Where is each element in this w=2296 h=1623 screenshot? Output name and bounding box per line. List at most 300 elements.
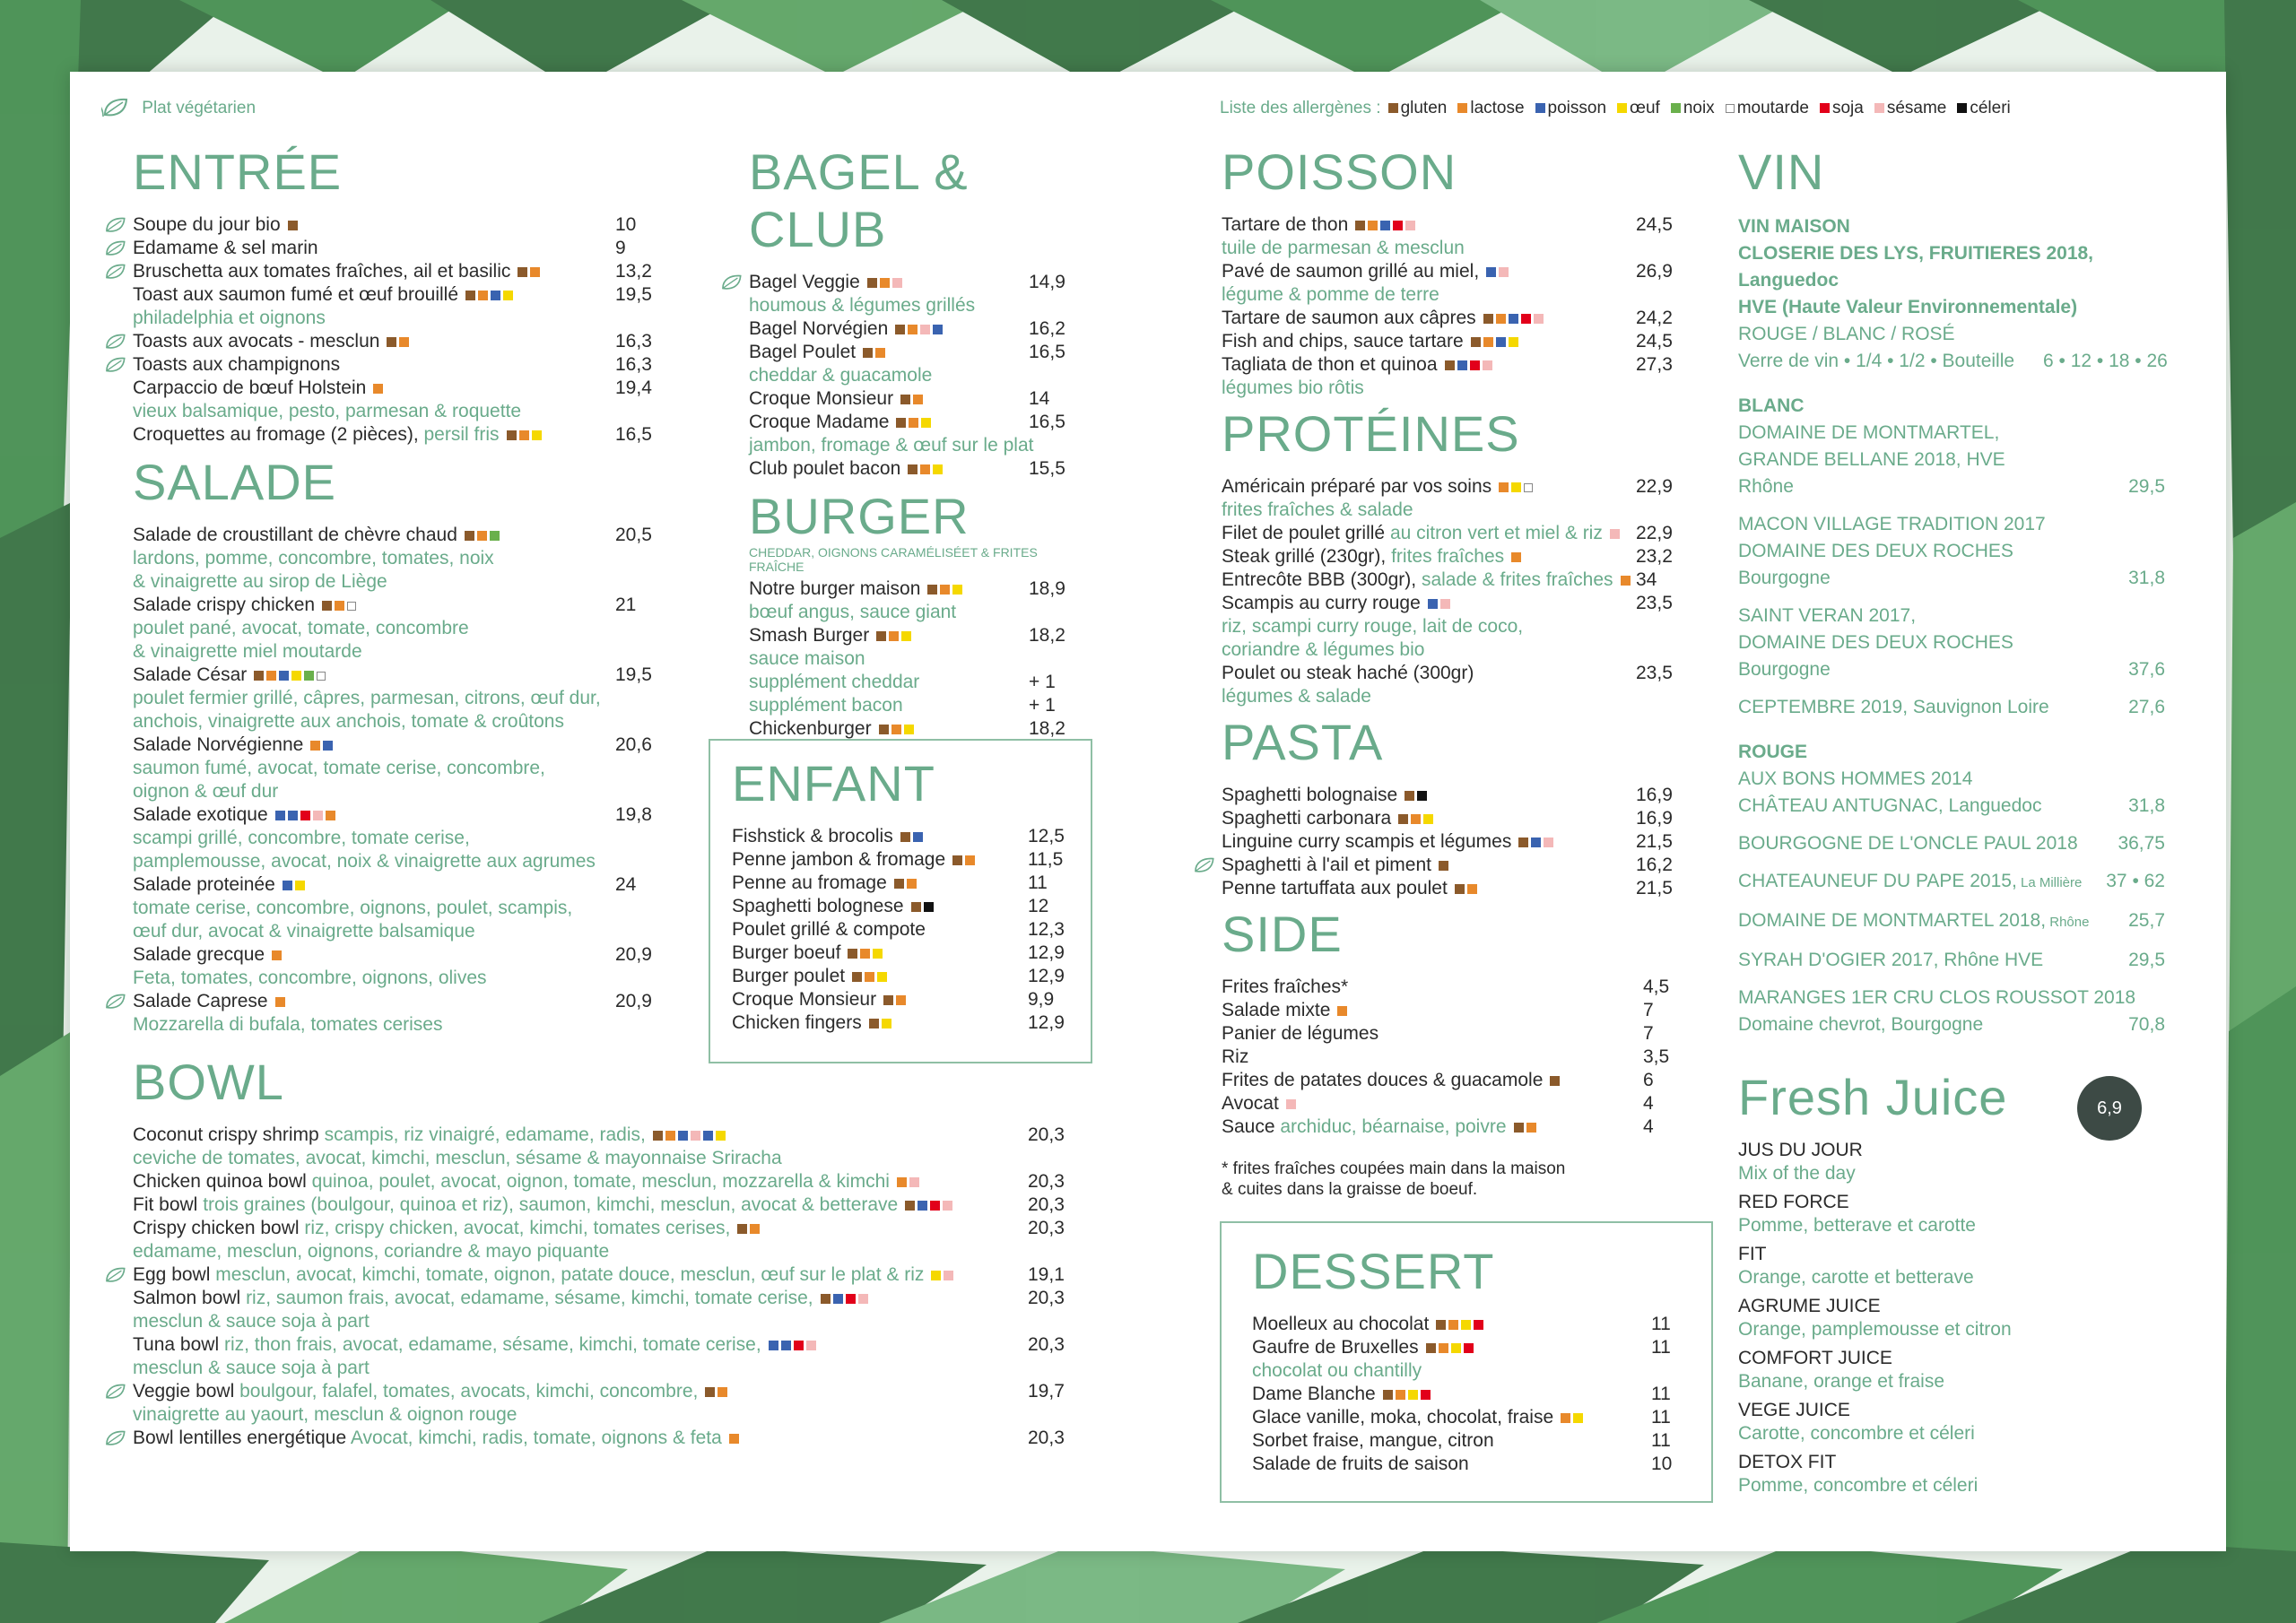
menu-item-inline-desc: salade & frites fraîches: [1416, 569, 1613, 590]
leaf-icon: [102, 355, 127, 375]
wine-price: 31,8: [2128, 568, 2165, 588]
allergen-tags: [897, 1171, 922, 1192]
allergen-lactose-icon: [875, 348, 885, 358]
allergen-tags: [1337, 1000, 1350, 1020]
wine-heading: BLANC: [1738, 395, 1805, 416]
section-title: SIDE: [1222, 906, 1343, 962]
allergen-tags: [927, 578, 965, 599]
allergen-xuf-icon: [877, 972, 887, 982]
allergen-tags: [869, 1012, 894, 1033]
menu-item: [133, 733, 653, 757]
section-spacer: [1222, 201, 1674, 213]
allergen-legend-title: Liste des allergènes :: [1220, 99, 1381, 117]
allergen-gluten-icon: [1436, 1320, 1446, 1330]
allergen-xuf-icon: [921, 418, 931, 428]
menu-item-name: Sorbet fraise, mangue, citron: [1252, 1430, 1494, 1451]
menu-item-description: coriandre & légumes bio: [1222, 639, 1425, 660]
juice-description: Orange, pamplemousse et citron: [1738, 1319, 2012, 1340]
juice-description: Pomme, betterave et carotte: [1738, 1215, 1976, 1236]
menu-item-name: Pavé de saumon grillé au miel,: [1222, 261, 1480, 282]
allergen-gluten-icon: [288, 221, 298, 230]
juice-description: Pomme, concombre et céleri: [1738, 1475, 1979, 1496]
allergen-xuf-icon: [503, 291, 513, 300]
allergen-gluten-icon: [900, 395, 910, 404]
section-spacer: [732, 812, 1065, 825]
allergen-gluten-icon: [900, 832, 910, 842]
menu-item-price: 20,6: [615, 734, 652, 755]
menu-item-price: 3,5: [1643, 1046, 1670, 1067]
menu-item-price: 16,2: [1029, 318, 1065, 339]
allergen-lactose-icon: [865, 972, 874, 982]
menu-item-price: 18,2: [1029, 625, 1065, 646]
menu-item: [1222, 854, 1674, 877]
allergen-tags: [1514, 1116, 1539, 1137]
section-spacer: [1222, 963, 1674, 976]
menu-item: [749, 341, 1072, 364]
menu-item-price: 16,9: [1636, 785, 1673, 805]
menu-item-description: jambon, fromage & œuf sur le plat: [749, 435, 1034, 456]
menu-item: [133, 283, 653, 307]
menu-item-price: 20,3: [1028, 1288, 1065, 1308]
allergen-tags: [1445, 354, 1495, 375]
allergen-tags: [322, 595, 359, 615]
allergen-lactose-icon: [1411, 814, 1421, 824]
wine-sizes: Verre de vin • 1/4 • 1/2 • Bouteille 6 • 12 • 18 • 26: [1738, 348, 2165, 375]
allergen-sxsame-icon: [920, 325, 930, 334]
menu-item: [1222, 545, 1674, 568]
allergen-legend-item: lactose: [1457, 99, 1524, 117]
allergen-poisson-icon: [703, 1131, 713, 1141]
allergen-xuf-icon: [933, 464, 943, 474]
menu-item-name: Tartare de saumon aux câpres: [1222, 308, 1476, 328]
allergen-lactose-icon: [860, 949, 870, 959]
menu-item-inline-desc: mesclun, avocat, kimchi, tomate, oignon, patate douce, mesclun, œuf sur le plat & riz: [210, 1264, 925, 1285]
menu-item-name: Steak grillé (230gr),: [1222, 546, 1387, 567]
menu-item-price: 11: [1651, 1337, 1671, 1358]
allergen-xuf-icon: [904, 725, 914, 734]
menu-item-price: 20,3: [1028, 1334, 1065, 1355]
allergen-sxsame-icon: [858, 1294, 868, 1304]
menu-item-price: 9: [615, 238, 626, 258]
menu-item: [1222, 807, 1674, 830]
menu-item: [133, 873, 653, 897]
section-title: BURGER: [749, 488, 970, 544]
allergen-soja-icon: [846, 1294, 856, 1304]
juice-name: AGRUME JUICE: [1738, 1296, 1881, 1316]
allergen-tags: [896, 412, 934, 432]
menu-item-name: Salade grecque: [133, 944, 265, 965]
allergen-gluten-icon: [867, 278, 877, 288]
allergen-tags: [1518, 831, 1556, 852]
menu-item-name: Bagel Norvégien: [749, 318, 889, 339]
allergen-gluten-icon: [952, 855, 962, 865]
menu-item-price: 7: [1643, 1000, 1654, 1020]
menu-item-price: 22,9: [1636, 476, 1673, 497]
wine-line: DOMAINE DES DEUX ROCHES: [1738, 632, 2013, 653]
allergen-lactose-icon: [1368, 221, 1378, 230]
section-burger: [749, 488, 1072, 741]
wine-line: CEPTEMBRE 2019, Sauvignon Loire 27,6: [1738, 694, 2165, 721]
section-title: ENTRÉE: [133, 143, 343, 200]
wine-price: 29,5: [2128, 950, 2165, 970]
allergen-poisson-icon: [1531, 838, 1541, 847]
allergen-tags: [653, 1124, 728, 1145]
menu-item-price: 21,5: [1636, 831, 1673, 852]
menu-item: [732, 825, 1065, 848]
menu-item: [1222, 1115, 1674, 1139]
menu-item: [133, 594, 653, 617]
juice-description: Carotte, concombre et céleri: [1738, 1423, 1975, 1444]
menu-item: [732, 965, 1065, 988]
allergen-gluten-icon: [821, 1294, 831, 1304]
section-spacer: [1738, 201, 2165, 213]
menu-item-name: Frites fraîches*: [1222, 976, 1349, 997]
menu-item: [133, 213, 653, 237]
menu-item: [133, 1427, 1065, 1450]
allergen-xuf-icon: [1511, 482, 1521, 492]
allergen-moutarde-icon: [347, 602, 356, 611]
menu-item-price: 19,5: [615, 284, 652, 305]
menu-item: [1222, 568, 1674, 592]
footnote: [1222, 1159, 1674, 1200]
allergen-poisson-icon: [918, 1201, 927, 1211]
section-spacer: [1252, 1300, 1679, 1313]
menu-item-name: Croque Monsieur: [749, 388, 894, 409]
allergen-cxleri-icon: [1957, 103, 1967, 113]
allergen-soja-icon: [1470, 360, 1480, 370]
section-title: ENFANT: [732, 755, 935, 812]
allergen-lactose-icon: [1511, 552, 1521, 562]
menu-item-name: Entrecôte BBB (300gr),: [1222, 569, 1417, 590]
leaf-icon: [102, 1382, 127, 1402]
wine-item: [1738, 603, 2165, 683]
juice-name: DETOX FIT: [1738, 1452, 1837, 1472]
menu-item-price: 20,9: [615, 991, 652, 1011]
menu-item-name: Dame Blanche: [1252, 1384, 1376, 1404]
menu-item: [1222, 662, 1674, 685]
allergen-gluten-icon: [1471, 337, 1481, 347]
allergen-legend-item: noix: [1671, 99, 1715, 117]
menu-item-description: légumes bio rôtis: [1222, 378, 1364, 398]
allergen-tags: [1436, 1314, 1486, 1334]
allergen-tags: [517, 261, 543, 282]
wine-line: SAINT VERAN 2017,: [1738, 605, 1917, 626]
allergen-gluten-icon: [322, 601, 332, 611]
allergen-lactose-icon: [907, 879, 917, 889]
menu-item-name: Bagel Poulet: [749, 342, 857, 362]
allergen-soja-icon: [1474, 1320, 1483, 1330]
section-spacer: [133, 1111, 1065, 1124]
allergen-sxsame-icon: [1286, 1099, 1296, 1109]
menu-item: [749, 577, 1072, 601]
menu-item-name: Burger poulet: [732, 966, 846, 986]
menu-item: [732, 872, 1065, 895]
menu-item: [732, 895, 1065, 918]
menu-item-description: riz, scampi curry rouge, lait de coco,: [1222, 616, 1524, 637]
menu-item-name: Tuna bowl: [133, 1334, 220, 1355]
menu-item-price: 19,7: [1028, 1381, 1065, 1402]
allergen-poisson-icon: [933, 325, 943, 334]
menu-item: [1252, 1383, 1679, 1406]
allergen-xuf-icon: [873, 949, 883, 959]
allergen-tags: [894, 872, 919, 893]
allergen-legend-item: moutarde: [1726, 99, 1809, 117]
menu-item-description: poulet pané, avocat, tomate, concombre: [133, 618, 469, 638]
menu-item-name: Salade Norvégienne: [133, 734, 304, 755]
leaf-icon: [102, 1428, 127, 1448]
allergen-lactose-icon: [275, 997, 285, 1007]
allergen-gluten-icon: [465, 291, 475, 300]
menu-item-name: Penne tartuffata aux poulet: [1222, 878, 1448, 898]
allergen-soja-icon: [794, 1341, 804, 1350]
allergen-sxsame-icon: [1534, 314, 1544, 324]
menu-item-price: 19,5: [615, 664, 652, 685]
allergen-noix-icon: [490, 531, 500, 541]
allergen-moutarde-icon: [317, 672, 326, 681]
leaf-icon: [102, 262, 127, 282]
allergen-tags: [275, 991, 288, 1011]
wine-price: 70,8: [2128, 1014, 2165, 1035]
allergen-tags: [900, 826, 926, 846]
allergen-lactose-icon: [909, 418, 918, 428]
section-salade: [133, 454, 653, 1037]
section-spacer: [133, 511, 653, 524]
menu-item: [749, 271, 1072, 294]
menu-item: [749, 717, 1072, 741]
menu-item-price: 21,5: [1636, 878, 1673, 898]
menu-item-description: œuf dur, avocat & vinaigrette balsamique: [133, 921, 475, 942]
wine-item: [1738, 907, 2165, 936]
menu-item: [133, 260, 653, 283]
section-entree: [133, 143, 653, 447]
allergen-tags: [507, 424, 544, 445]
section-spacer: [133, 201, 653, 213]
wine-line: Rhône 29,5: [1738, 473, 2165, 500]
menu-item-inline-desc: au citron vert et miel & riz: [1385, 523, 1603, 543]
menu-item-price: 14: [1029, 388, 1050, 409]
allergen-lactose-icon: [310, 741, 320, 751]
section-title: VIN: [1738, 143, 1825, 200]
menu-item-price: 18,9: [1029, 578, 1065, 599]
allergen-lactose-icon: [880, 278, 890, 288]
menu-item: [749, 671, 1072, 694]
allergen-tags: [254, 664, 328, 685]
menu-item-price: 10: [615, 214, 637, 235]
allergen-gluten-icon: [1483, 314, 1493, 324]
menu-item-price: 24,5: [1636, 214, 1673, 235]
allergen-sxsame-icon: [1610, 529, 1620, 539]
menu-item: [133, 524, 653, 547]
allergen-poisson-icon: [283, 881, 292, 890]
section-title: BAGEL & CLUB: [749, 143, 969, 257]
leaf-icon: [102, 215, 127, 235]
allergen-poisson-icon: [781, 1341, 791, 1350]
wine-item: [1738, 420, 2165, 500]
menu-item: [1222, 877, 1674, 900]
menu-item-name: Spaghetti carbonara: [1222, 808, 1392, 829]
allergen-xuf-icon: [1509, 337, 1518, 347]
section-dessert: [1252, 1243, 1679, 1476]
menu-item-name: Spaghetti bolognese: [732, 896, 904, 916]
allergen-lactose-icon: [1499, 482, 1509, 492]
allergen-soja-icon: [1820, 103, 1830, 113]
leaf-icon: [718, 273, 744, 292]
allergen-gluten-icon: [517, 267, 527, 277]
menu-item-description: vieux balsamique, pesto, parmesan & roquette: [133, 401, 522, 421]
allergen-xuf-icon: [1461, 1320, 1471, 1330]
allergen-lactose-icon: [1483, 337, 1493, 347]
menu-item-inline-desc: riz, saumon frais, avocat, edamame, sésame, kimchi, tomate cerise,: [240, 1288, 813, 1308]
menu-item: [749, 694, 1072, 717]
menu-item-price: 26,9: [1636, 261, 1673, 282]
menu-item-name: Salade de fruits de saison: [1252, 1454, 1469, 1474]
allergen-noix-icon: [304, 671, 314, 681]
menu-item-name: Bruschetta aux tomates fraîches, ail et basilic: [133, 261, 511, 282]
menu-item-name: Américain préparé par vos soins: [1222, 476, 1492, 497]
menu-item: [133, 237, 653, 260]
menu-item: [133, 1287, 1065, 1310]
wine-price: 27,6: [2128, 697, 2165, 717]
allergen-tags: [275, 804, 338, 825]
wine-item: [1738, 511, 2165, 592]
menu-item-name: Toasts aux avocats - mesclun: [133, 331, 380, 352]
allergen-lactose-icon: [477, 531, 487, 541]
menu-item-name: Croquettes au fromage (2 pièces),: [133, 424, 419, 445]
menu-item: [1252, 1313, 1679, 1336]
menu-item: [133, 943, 653, 967]
allergen-gluten-icon: [1388, 103, 1398, 113]
allergen-tags: [1405, 785, 1430, 805]
allergen-xuf-icon: [1408, 1390, 1418, 1400]
menu-item-inline-desc: archiduc, béarnaise, poivre: [1274, 1116, 1507, 1137]
juice-name: COMFORT JUICE: [1738, 1348, 1892, 1368]
allergen-gluten-icon: [1445, 360, 1455, 370]
section-title: POISSON: [1222, 143, 1457, 200]
allergen-poisson-icon: [769, 1341, 778, 1350]
wine-item: [1738, 985, 2165, 1038]
allergen-tags: [863, 342, 888, 362]
allergen-gluten-icon: [883, 995, 893, 1005]
allergen-xuf-icon: [931, 1271, 941, 1280]
wine-line: MARANGES 1ER CRU CLOS ROUSSOT 2018: [1738, 987, 2136, 1008]
allergen-sxsame-icon: [1544, 838, 1553, 847]
allergen-gluten-icon: [1439, 861, 1448, 871]
wine-heading: CLOSERIE DES LYS, FRUITIERES 2018, Languedoc: [1738, 243, 2094, 291]
menu-item-description: lardons, pomme, concombre, tomates, noix: [133, 548, 494, 568]
menu-item: [1252, 1429, 1679, 1453]
allergen-lactose-icon: [889, 631, 899, 641]
allergen-tags: [876, 625, 914, 646]
menu-item-name: Chicken quinoa bowl: [133, 1171, 307, 1192]
allergen-poisson-icon: [678, 1131, 688, 1141]
menu-item-name: Fish and chips, sauce tartare: [1222, 331, 1464, 352]
wine-line: Bourgogne 31,8: [1738, 565, 2165, 592]
leaf-icon: [102, 1265, 127, 1285]
section-proteines: [1222, 405, 1674, 708]
menu-item: [1222, 260, 1674, 283]
allergen-lactose-icon: [665, 1131, 675, 1141]
allergen-tags: [905, 1194, 955, 1215]
menu-item-name: Salade mixte: [1222, 1000, 1331, 1020]
menu-item-price: 19,8: [615, 804, 652, 825]
juice-description: Orange, carotte et betterave: [1738, 1267, 1974, 1288]
footnote-line: & cuites dans la graisse de boeuf.: [1222, 1180, 1478, 1199]
allergen-lactose-icon: [272, 950, 282, 960]
wine-type: ROUGE / BLANC / ROSÉ: [1738, 324, 1955, 344]
menu-item-price: 24,5: [1636, 331, 1673, 352]
section-poisson: [1222, 143, 1674, 400]
allergen-xuf-icon: [882, 1019, 891, 1028]
allergen-tags: [852, 966, 890, 986]
menu-item-inline-desc: frites fraîches: [1386, 546, 1505, 567]
allergen-xuf-icon: [532, 430, 542, 440]
menu-item-name: Linguine curry scampis et légumes: [1222, 831, 1512, 852]
menu-item-name: Riz: [1222, 1046, 1249, 1067]
menu-item: [133, 1333, 1065, 1357]
menu-item-name: Moelleux au chocolat: [1252, 1314, 1430, 1334]
menu-item-inline-desc: trois graines (boulgour, quinoa et riz), saumon, kimchi, mesclun, avocat & betterave: [197, 1194, 899, 1215]
allergen-moutarde-icon: [1524, 483, 1533, 492]
menu-item: [1222, 830, 1674, 854]
wine-price: 37,6: [2128, 659, 2165, 680]
section-bagel-club: [749, 143, 1072, 481]
allergen-tags: [1355, 214, 1418, 235]
wine-line: CHÂTEAU ANTUGNAC, Languedoc 31,8: [1738, 793, 2165, 820]
allergen-legend-item: céleri: [1957, 99, 2010, 117]
allergen-gluten-icon: [254, 671, 264, 681]
menu-item-price: 23,5: [1636, 663, 1673, 683]
allergen-lactose-icon: [530, 267, 540, 277]
allergen-poisson-icon: [491, 291, 500, 300]
allergen-gluten-icon: [465, 531, 474, 541]
menu-item-price: 20,5: [615, 525, 652, 545]
menu-item-name: Fit bowl: [133, 1194, 198, 1215]
menu-item-description: anchois, vinaigrette aux anchois, tomate & croûtons: [133, 711, 564, 732]
menu-item-price: 12,5: [1028, 826, 1065, 846]
allergen-xuf-icon: [1617, 103, 1627, 113]
menu-item-description: & vinaigrette au sirop de Liège: [133, 571, 387, 592]
allergen-tags: [1426, 1337, 1476, 1358]
menu-item: [732, 942, 1065, 965]
wine-price: 29,5: [2128, 476, 2165, 497]
allergen-noix-icon: [1671, 103, 1681, 113]
section-spacer: [1222, 771, 1674, 784]
allergen-tags: [737, 1218, 762, 1238]
menu-item: [133, 423, 653, 447]
menu-item-name: Notre burger maison: [749, 578, 921, 599]
wine-line: MACON VILLAGE TRADITION 2017: [1738, 514, 2046, 534]
menu-item-price: 12,9: [1028, 942, 1065, 963]
menu-item-description: & vinaigrette miel moutarde: [133, 641, 362, 662]
allergen-gluten-icon: [1518, 838, 1528, 847]
allergen-xuf-icon: [291, 671, 301, 681]
menu-item: [1252, 1336, 1679, 1359]
allergen-lactose-icon: [519, 430, 529, 440]
menu-item-name: Glace vanille, moka, chocolat, fraise: [1252, 1407, 1554, 1428]
allergen-lactose-icon: [373, 384, 383, 394]
wine-price: 36,75: [2118, 833, 2165, 854]
menu-item: [732, 988, 1065, 1011]
menu-item-description: saumon fumé, avocat, tomate cerise, concombre,: [133, 758, 545, 778]
menu-item-name: Crispy chicken bowl: [133, 1218, 300, 1238]
wine-price: 31,8: [2128, 795, 2165, 816]
allergen-gluten-icon: [895, 325, 905, 334]
menu-item: [732, 848, 1065, 872]
menu-item: [1222, 999, 1674, 1022]
wine-line: CHATEAUNEUF DU PAPE 2015, La Millière 37 • 62: [1738, 868, 2165, 897]
allergen-gluten-icon: [737, 1224, 747, 1234]
wine-item: [1738, 694, 2165, 721]
